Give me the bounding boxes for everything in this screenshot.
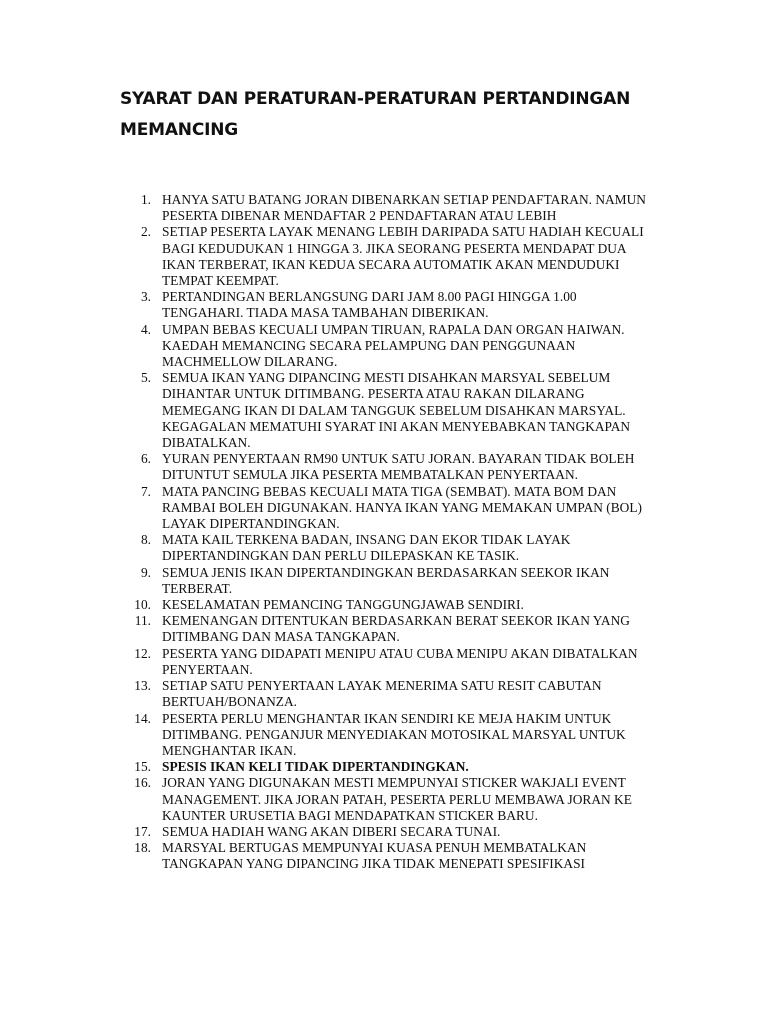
rule-number: 9. xyxy=(140,564,151,580)
rules-list xyxy=(120,192,660,873)
rule-text: MATA PANCING BEBAS KECUALI MATA TIGA (SEMBAT). MATA BOM DAN RAMBAI BOLEH DIGUNAKAN. HANYA IKAN YANG MEMAKAN UMPAN (BOL) LAYAK DIPERTANDINGKAN. xyxy=(162,483,642,532)
rule-item xyxy=(120,532,660,564)
rule-number: 15. xyxy=(134,759,151,775)
rule-number: 16. xyxy=(134,775,151,791)
rule-number: 2. xyxy=(140,224,151,240)
rule-text: PESERTA PERLU MENGHANTAR IKAN SENDIRI KE MEJA HAKIM UNTUK DITIMBANG. PENGANJUR MENYEDIAKAN MOTOSIKAL MARSYAL UNTUK MENGHANTAR IKAN. xyxy=(162,710,626,758)
rule-item xyxy=(120,484,660,533)
rule-item xyxy=(120,322,660,371)
rule-text: SEMUA JENIS IKAN DIPERTANDINGKAN BERDASARKAN SEEKOR IKAN TERBERAT. xyxy=(162,564,610,596)
rule-item xyxy=(120,451,660,483)
rule-text: JORAN YANG DIGUNAKAN MESTI MEMPUNYAI STICKER WAKJALI EVENT MANAGEMENT. JIKA JORAN PATAH, PESERTA PERLU MEMBAWA JORAN KE KAUNTER URUSETIA BAGI MENDAPATKAN STICKER BARU. xyxy=(162,775,632,823)
rule-item xyxy=(120,192,660,224)
rule-item xyxy=(120,775,660,824)
rule-text: KESELAMATAN PEMANCING TANGGUNGJAWAB SENDIRI. xyxy=(162,597,524,613)
rule-item xyxy=(120,759,660,775)
rule-number: 10. xyxy=(134,597,151,613)
rule-number: 3. xyxy=(140,289,151,305)
rule-text: SEMUA IKAN YANG DIPANCING MESTI DISAHKAN MARSYAL SEBELUM DIHANTAR UNTUK DITIMBANG. PESERTA ATAU RAKAN DILARANG MEMEGANG IKAN DI DALAM TANGGUK SEBELUM DISAHKAN MARSYAL. KEGAGALAN MEMATUHI SYARAT INI AKAN MENYEBABKAN TANGKAPAN DIBATALKAN. xyxy=(162,370,631,451)
rule-item xyxy=(120,646,660,678)
rule-text: SETIAP SATU PENYERTAAN LAYAK MENERIMA SATU RESIT CABUTAN BERTUAH/BONANZA. xyxy=(162,678,602,710)
rule-text: UMPAN BEBAS KECUALI UMPAN TIRUAN, RAPALA DAN ORGAN HAIWAN. KAEDAH MEMANCING SECARA PELAMPUNG DAN PENGGUNAAN MACHMELLOW DILARANG. xyxy=(162,321,625,370)
rule-item xyxy=(120,840,660,872)
rule-number: 1. xyxy=(140,192,151,207)
rule-number: 7. xyxy=(140,483,151,499)
rule-text: MARSYAL BERTUGAS MEMPUNYAI KUASA PENUH MEMBATALKAN TANGKAPAN YANG DIPANCING JIKA TIDAK MENEPATI SPESIFIKASI xyxy=(162,840,587,872)
rule-text: SEMUA HADIAH WANG AKAN DIBERI SECARA TUNAI. xyxy=(162,823,501,839)
rule-number: 11. xyxy=(134,613,151,629)
rule-item xyxy=(120,370,660,451)
rule-item xyxy=(120,289,660,321)
rule-item xyxy=(120,613,660,645)
rule-text: PERTANDINGAN BERLANGSUNG DARI JAM 8.00 PAGI HINGGA 1.00 TENGAHARI. TIADA MASA TAMBAHAN DIBERIKAN. xyxy=(162,289,577,321)
rule-number: 13. xyxy=(134,678,151,694)
rule-text: YURAN PENYERTAAN RM90 UNTUK SATU JORAN. BAYARAN TIDAK BOLEH DITUNTUT SEMULA JIKA PESERTA MEMBATALKAN PENYERTAAN. xyxy=(162,451,635,483)
rule-number: 4. xyxy=(140,321,151,337)
rule-number: 18. xyxy=(134,840,151,856)
rule-number: 12. xyxy=(134,645,151,661)
rule-text: SPESIS IKAN KELI TIDAK DIPERTANDINGKAN. xyxy=(162,759,469,775)
rule-item xyxy=(120,678,660,710)
rule-number: 8. xyxy=(140,532,151,548)
rule-text: KEMENANGAN DITENTUKAN BERDASARKAN BERAT SEEKOR IKAN YANG DITIMBANG DAN MASA TANGKAPAN. xyxy=(162,613,630,645)
rule-item xyxy=(120,824,660,840)
rule-text: MATA KAIL TERKENA BADAN, INSANG DAN EKOR TIDAK LAYAK DIPERTANDINGKAN DAN PERLU DILEPASKAN KE TASIK. xyxy=(162,532,571,564)
rule-number: 17. xyxy=(134,823,151,839)
rule-item xyxy=(120,565,660,597)
rule-text: PESERTA YANG DIDAPATI MENIPU ATAU CUBA MENIPU AKAN DIBATALKAN PENYERTAAN. xyxy=(162,645,638,677)
rule-number: 6. xyxy=(140,451,151,467)
rule-text: HANYA SATU BATANG JORAN DIBENARKAN SETIAP PENDAFTARAN. NAMUN PESERTA DIBENAR MENDAFTAR 2 PENDAFTARAN ATAU LEBIH xyxy=(162,192,646,224)
rule-item xyxy=(120,711,660,760)
rule-text: SETIAP PESERTA LAYAK MENANG LEBIH DARIPADA SATU HADIAH KECUALI BAGI KEDUDUKAN 1 HINGGA 3. JIKA SEORANG PESERTA MENDAPAT DUA IKAN TERBERAT, IKAN KEDUA SECARA AUTOMATIK AKAN MENDUDUKI TEMPAT KEEMPAT. xyxy=(162,224,644,289)
rule-item xyxy=(120,224,660,289)
rule-number: 14. xyxy=(134,710,151,726)
rule-number: 5. xyxy=(140,370,151,386)
document-title: SYARAT DAN PERATURAN-PERATURAN PERTANDINGAN MEMANCING xyxy=(120,89,631,140)
rule-item xyxy=(120,597,660,613)
